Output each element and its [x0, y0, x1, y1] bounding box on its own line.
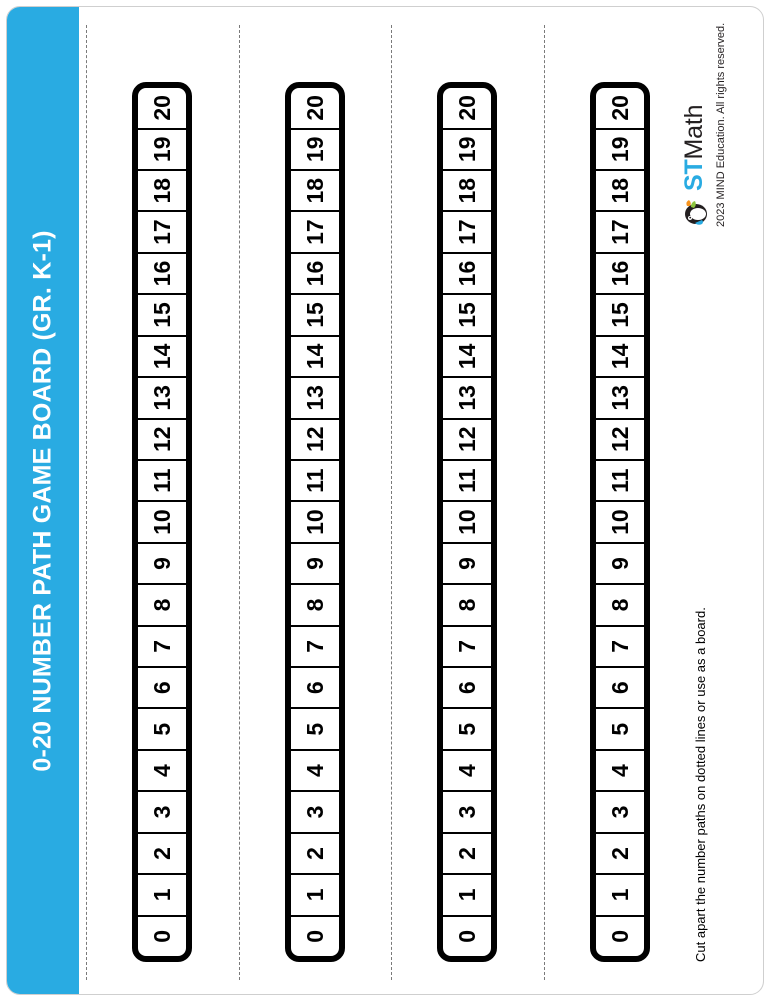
- number-cell[interactable]: 4: [138, 749, 186, 790]
- number-cell[interactable]: 6: [138, 666, 186, 707]
- number-cell[interactable]: 14: [596, 335, 644, 376]
- brand-math: Math: [679, 104, 708, 160]
- number-cell[interactable]: 19: [443, 128, 491, 169]
- number-cell[interactable]: 14: [291, 335, 339, 376]
- number-cell[interactable]: 10: [138, 500, 186, 541]
- number-cell[interactable]: 0: [443, 915, 491, 956]
- number-cell[interactable]: 15: [138, 293, 186, 334]
- number-cell[interactable]: 14: [138, 335, 186, 376]
- number-cell[interactable]: 20: [148, 95, 175, 121]
- number-cell[interactable]: 15: [443, 293, 491, 334]
- number-cell[interactable]: 2: [291, 832, 339, 873]
- number-cell[interactable]: 6: [291, 666, 339, 707]
- number-cell[interactable]: 8: [291, 583, 339, 624]
- number-cell[interactable]: 9: [443, 542, 491, 583]
- number-cell[interactable]: 1: [596, 873, 644, 914]
- cut-line: [239, 25, 240, 980]
- number-cell[interactable]: 15: [291, 293, 339, 334]
- number-cell[interactable]: 8: [138, 583, 186, 624]
- number-cell[interactable]: 19: [138, 128, 186, 169]
- number-cell[interactable]: 19: [291, 128, 339, 169]
- number-cell[interactable]: 2: [596, 832, 644, 873]
- number-cell[interactable]: 16: [138, 252, 186, 293]
- number-cell[interactable]: 18: [596, 169, 644, 210]
- cut-line: [544, 25, 545, 980]
- number-path-strip[interactable]: [285, 82, 345, 962]
- number-path-strip[interactable]: [132, 82, 192, 962]
- number-cell[interactable]: 13: [291, 376, 339, 417]
- number-cell[interactable]: 10: [291, 500, 339, 541]
- number-cell[interactable]: 20: [301, 95, 328, 121]
- cut-line: [86, 25, 87, 980]
- st-math-penguin-icon: [679, 197, 709, 227]
- page-title: 0-20 NUMBER PATH GAME BOARD (GR. K-1): [28, 229, 57, 772]
- footer-instruction: Cut apart the number paths on dotted lines or use as a board.: [693, 607, 708, 962]
- number-cell[interactable]: 18: [291, 169, 339, 210]
- number-cell[interactable]: 5: [291, 707, 339, 748]
- number-cell[interactable]: 11: [291, 459, 339, 500]
- brand-st: ST: [679, 159, 708, 191]
- number-cell[interactable]: 8: [443, 583, 491, 624]
- number-path-strip[interactable]: [590, 82, 650, 962]
- number-cell[interactable]: 19: [596, 128, 644, 169]
- number-cell[interactable]: 13: [443, 376, 491, 417]
- number-path-strip[interactable]: [437, 82, 497, 962]
- number-cell[interactable]: 0: [596, 915, 644, 956]
- number-cell[interactable]: 12: [291, 418, 339, 459]
- title-bar: [7, 7, 79, 994]
- number-cell[interactable]: 9: [138, 542, 186, 583]
- number-cell[interactable]: 10: [596, 500, 644, 541]
- number-cell[interactable]: 16: [291, 252, 339, 293]
- number-cell[interactable]: 9: [291, 542, 339, 583]
- number-cell[interactable]: 4: [443, 749, 491, 790]
- number-cell[interactable]: 4: [291, 749, 339, 790]
- number-cell[interactable]: 3: [443, 790, 491, 831]
- number-cell[interactable]: 17: [596, 210, 644, 251]
- number-cell[interactable]: 18: [138, 169, 186, 210]
- number-cell[interactable]: 3: [291, 790, 339, 831]
- copyright-text: 2023 MIND Education. All rights reserved.: [715, 22, 727, 227]
- number-cell[interactable]: 17: [138, 210, 186, 251]
- number-cell[interactable]: 7: [596, 625, 644, 666]
- number-cell[interactable]: 10: [443, 500, 491, 541]
- number-cell[interactable]: 16: [596, 252, 644, 293]
- number-cell[interactable]: 11: [138, 459, 186, 500]
- number-cell[interactable]: 12: [138, 418, 186, 459]
- number-cell[interactable]: 13: [596, 376, 644, 417]
- number-cell[interactable]: 13: [138, 376, 186, 417]
- number-cell[interactable]: 5: [596, 707, 644, 748]
- brand-logo-block: [679, 23, 727, 227]
- number-cell[interactable]: 17: [291, 210, 339, 251]
- number-cell[interactable]: 1: [443, 873, 491, 914]
- number-cell[interactable]: 8: [596, 583, 644, 624]
- number-cell[interactable]: 16: [443, 252, 491, 293]
- number-cell[interactable]: 7: [443, 625, 491, 666]
- number-cell[interactable]: 12: [596, 418, 644, 459]
- number-cell[interactable]: 15: [596, 293, 644, 334]
- number-cell[interactable]: 12: [443, 418, 491, 459]
- number-cell[interactable]: 6: [596, 666, 644, 707]
- number-cell[interactable]: 5: [443, 707, 491, 748]
- brand-wordmark: [680, 105, 709, 191]
- number-cell[interactable]: 11: [443, 459, 491, 500]
- number-cell[interactable]: 3: [596, 790, 644, 831]
- number-cell[interactable]: 20: [606, 95, 633, 121]
- number-cell[interactable]: 2: [443, 832, 491, 873]
- number-cell[interactable]: 3: [138, 790, 186, 831]
- number-cell[interactable]: 7: [291, 625, 339, 666]
- number-cell[interactable]: 9: [596, 542, 644, 583]
- number-cell[interactable]: 6: [443, 666, 491, 707]
- cut-line: [391, 25, 392, 980]
- number-cell[interactable]: 18: [443, 169, 491, 210]
- number-cell[interactable]: 7: [138, 625, 186, 666]
- number-cell[interactable]: 5: [138, 707, 186, 748]
- number-cell[interactable]: 1: [138, 873, 186, 914]
- number-cell[interactable]: 4: [596, 749, 644, 790]
- number-cell[interactable]: 0: [138, 915, 186, 956]
- worksheet-content: [79, 7, 764, 994]
- number-cell[interactable]: 17: [443, 210, 491, 251]
- number-cell[interactable]: 1: [291, 873, 339, 914]
- number-cell[interactable]: 14: [443, 335, 491, 376]
- number-cell[interactable]: 0: [291, 915, 339, 956]
- number-cell[interactable]: 11: [596, 459, 644, 500]
- number-cell[interactable]: 20: [453, 95, 480, 121]
- number-cell[interactable]: 2: [138, 832, 186, 873]
